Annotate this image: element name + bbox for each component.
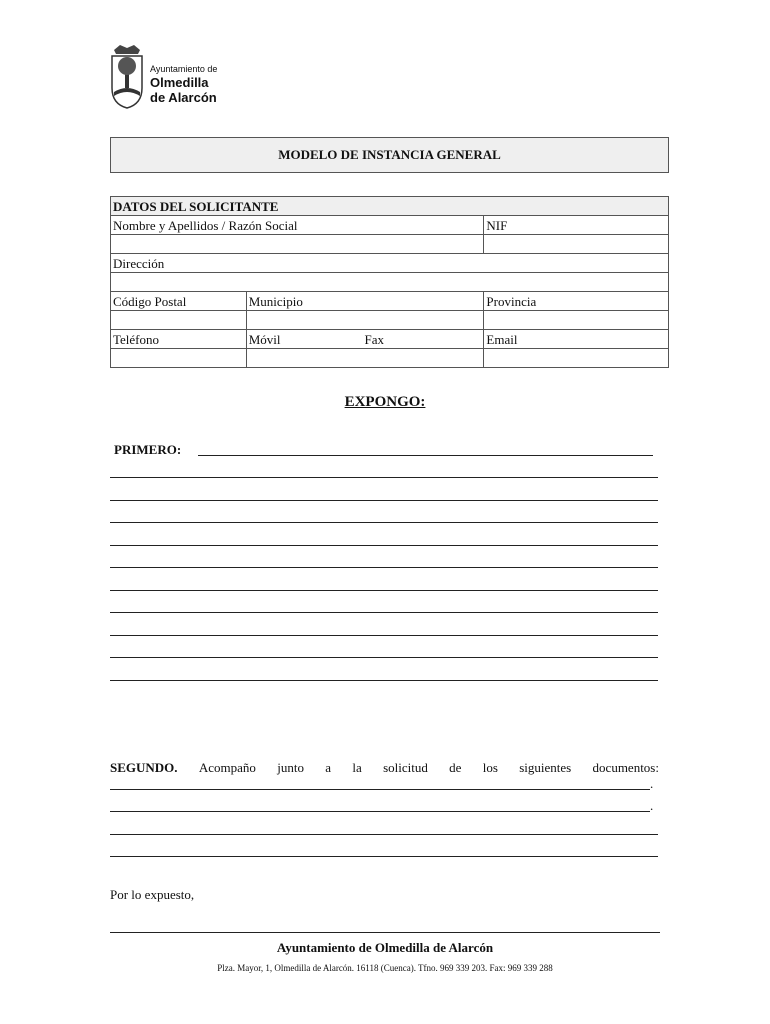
label-email: Email <box>484 330 669 349</box>
logo-name-line1: Olmedilla <box>150 75 209 90</box>
segundo-word: siguientes <box>519 760 572 775</box>
municipal-logo <box>108 44 248 110</box>
expongo-heading: EXPONGO: <box>344 394 426 410</box>
section-title: DATOS DEL SOLICITANTE <box>111 197 669 216</box>
direccion-field[interactable] <box>111 273 669 292</box>
line-end-dot: . <box>650 776 654 791</box>
footer-title: Ayuntamiento de Olmedilla de Alarcón <box>276 940 494 955</box>
label-direccion: Dirección <box>111 254 669 273</box>
label-nif: NIF <box>484 216 669 235</box>
nif-field[interactable] <box>484 235 669 254</box>
writing-line[interactable] <box>110 834 658 835</box>
label-movil: Móvil <box>248 332 281 347</box>
line-end-dot: . <box>650 798 654 813</box>
form-title: MODELO DE INSTANCIA GENERAL <box>110 137 669 173</box>
label-nombre: Nombre y Apellidos / Razón Social <box>111 216 484 235</box>
footer-address: Plza. Mayor, 1, Olmedilla de Alarcón. 16118 (Cuenca). Tfno. 969 339 203. Fax: 969 339 288 <box>217 963 553 973</box>
writing-line[interactable] <box>110 856 658 857</box>
writing-line[interactable] <box>110 477 658 478</box>
segundo-word: solicitud <box>383 760 428 775</box>
writing-line[interactable] <box>110 657 658 658</box>
label-telefono: Teléfono <box>111 330 247 349</box>
label-provincia: Provincia <box>484 292 669 311</box>
telefono-field[interactable] <box>111 349 247 368</box>
segundo-word: la <box>352 760 362 775</box>
segundo-word: de <box>449 760 462 775</box>
primero-label: PRIMERO: <box>114 442 182 457</box>
logo-name-line2: de Alarcón <box>150 90 217 105</box>
email-field[interactable] <box>484 349 669 368</box>
segundo-word: junto <box>277 760 304 775</box>
writing-line[interactable] <box>110 635 658 636</box>
segundo-label: SEGUNDO. <box>110 760 178 775</box>
nombre-field[interactable] <box>111 235 484 254</box>
writing-line[interactable] <box>110 545 658 546</box>
movil-fax-field[interactable] <box>246 349 484 368</box>
provincia-field[interactable] <box>484 311 669 330</box>
writing-line[interactable] <box>110 612 658 613</box>
footer-divider <box>110 932 660 933</box>
writing-line[interactable] <box>110 522 658 523</box>
segundo-word: Acompaño <box>198 760 256 775</box>
closing-text: Por lo expuesto, <box>110 887 195 902</box>
label-movil-fax <box>246 330 484 349</box>
applicant-data-table <box>110 196 669 368</box>
segundo-word: los <box>482 760 498 775</box>
codigo-postal-field[interactable] <box>111 311 247 330</box>
municipio-field[interactable] <box>246 311 484 330</box>
coat-of-arms-icon <box>108 44 146 110</box>
writing-line[interactable] <box>110 500 658 501</box>
writing-line[interactable] <box>110 789 650 790</box>
logo-subtitle: Ayuntamiento de <box>150 64 218 74</box>
writing-line[interactable] <box>110 590 658 591</box>
writing-line[interactable] <box>110 567 658 568</box>
writing-line[interactable] <box>110 680 658 681</box>
label-fax: Fax <box>364 332 385 347</box>
label-municipio: Municipio <box>246 292 484 311</box>
segundo-paragraph <box>110 760 659 776</box>
primero-line[interactable] <box>198 455 653 456</box>
segundo-word: a <box>325 760 332 775</box>
label-codigo-postal: Código Postal <box>111 292 247 311</box>
segundo-word: documentos: <box>592 760 659 775</box>
writing-line[interactable] <box>110 811 650 812</box>
